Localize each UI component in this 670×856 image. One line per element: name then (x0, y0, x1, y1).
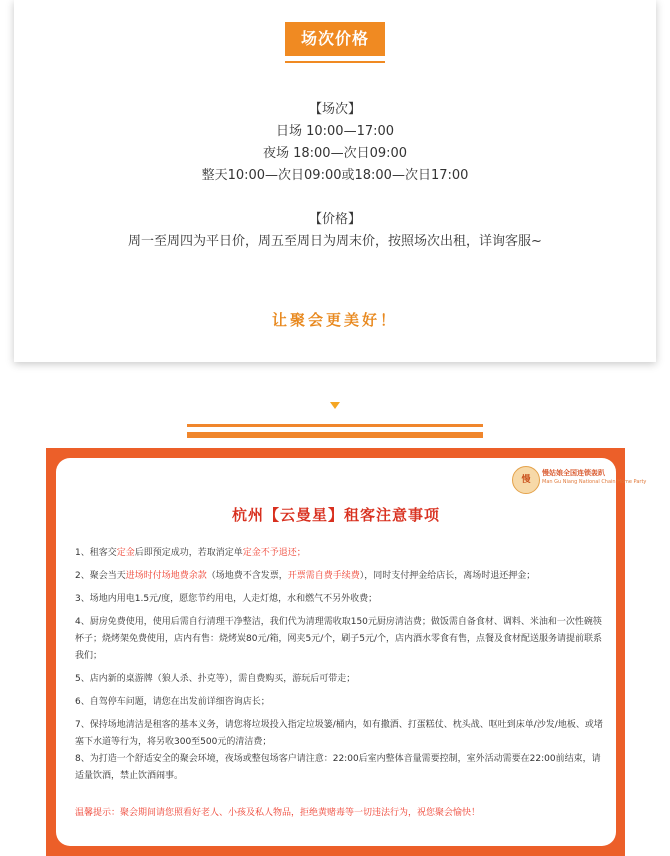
brand-name: 慢姑娘全国连锁轰趴 (542, 469, 605, 477)
session-heading: 【场次】 (308, 102, 361, 117)
title-underline (285, 61, 385, 63)
section-title: 场次价格 (285, 22, 385, 56)
day-shift-text: 日场 10:00—17:00 (275, 124, 395, 139)
rule-1-part-a: 1、租客交 (75, 548, 117, 558)
brand-logo-icon: 慢 (512, 466, 540, 494)
notice-panel (46, 448, 647, 856)
rule-1-deposit: 定金 (116, 548, 135, 558)
price-text: 周一至周四为平日价，周五至周日为周末价，按照场次出租，详询客服~ (128, 234, 542, 249)
price-heading: 【价格】 (308, 212, 361, 227)
divider-bar-thick (187, 432, 483, 438)
divider-bar-thin (187, 424, 483, 427)
rule-1 (75, 545, 605, 562)
rule-6: 6、自驾停车问题，请您在出发前详细咨询店长； (75, 697, 270, 707)
full-day-text: 整天10:00—次日09:00或18:00—次日17:00 (201, 168, 469, 183)
brand-subtext: Man Gu Niang National Chain Home Party (542, 479, 647, 485)
rule-2 (75, 568, 605, 585)
rule-2-part-a: 2、聚会当天 (75, 571, 126, 581)
notice-title: 杭州【云曼星】租客注意事项 (231, 506, 440, 524)
rule-4: 4、厨房免费使用，使用后需自行清理干净整洁，我们代为清理需收取150元厨房清洁费；做饭需自备食材、调料、米油和一次性碗筷杯子；烧烤架免费使用，店内有售：烧烤炭80元/箱，网夹5元/个，刷子5元/个，店内酒水零食有售，点餐及食材配送服务请提前联系我们； (75, 617, 603, 661)
rule-8: 8、为打造一个舒适安全的聚会环境，夜场或整包场客户请注意：22:00后室内整体音量需要控制，室外活动需要在22:00前结束，请适量饮酒，禁止饮酒闹事。 (75, 754, 601, 781)
rule-3: 3、场地内用电1.5元/度，愿您节约用电，人走灯熄，水和燃气不另外收费； (75, 594, 378, 604)
notice-card (56, 458, 647, 846)
down-triangle-icon (330, 402, 340, 409)
rule-2-balance: 进场时付场地费余款 (125, 571, 207, 581)
rule-2-invoice-fee: 开票需自费手续费 (287, 571, 360, 581)
night-shift-text: 夜场 18:00—次日09:00 (262, 146, 408, 161)
rule-5: 5、店内新的桌游牌（狼人杀、扑克等），需自费购买，游玩后可带走； (75, 674, 356, 684)
rule-2-part-e: ），同时支付押金给店长，离场时退还押金； (359, 571, 536, 581)
rule-2-part-c: （场地费不含发票， (206, 571, 288, 581)
rule-1-part-c: 后即预定成功，若取消定单 (134, 548, 243, 558)
warm-tip: 温馨提示：聚会期间请您照看好老人、小孩及私人物品，拒绝黄赌毒等一切违法行为，祝您聚会愉快！ (75, 808, 481, 818)
rule-7: 7、保持场地清洁是租客的基本义务，请您将垃圾投入指定垃圾篓/桶内，如有撒酒、打蛋糕仗、枕头战、呕吐到床单/沙发/地板、或堵塞下水道等行为，将另收300至500元的清洁费； (75, 720, 603, 747)
slogan: 让聚会更美好！ (271, 311, 398, 329)
rule-1-no-refund: 定金不予退还； (242, 548, 306, 558)
